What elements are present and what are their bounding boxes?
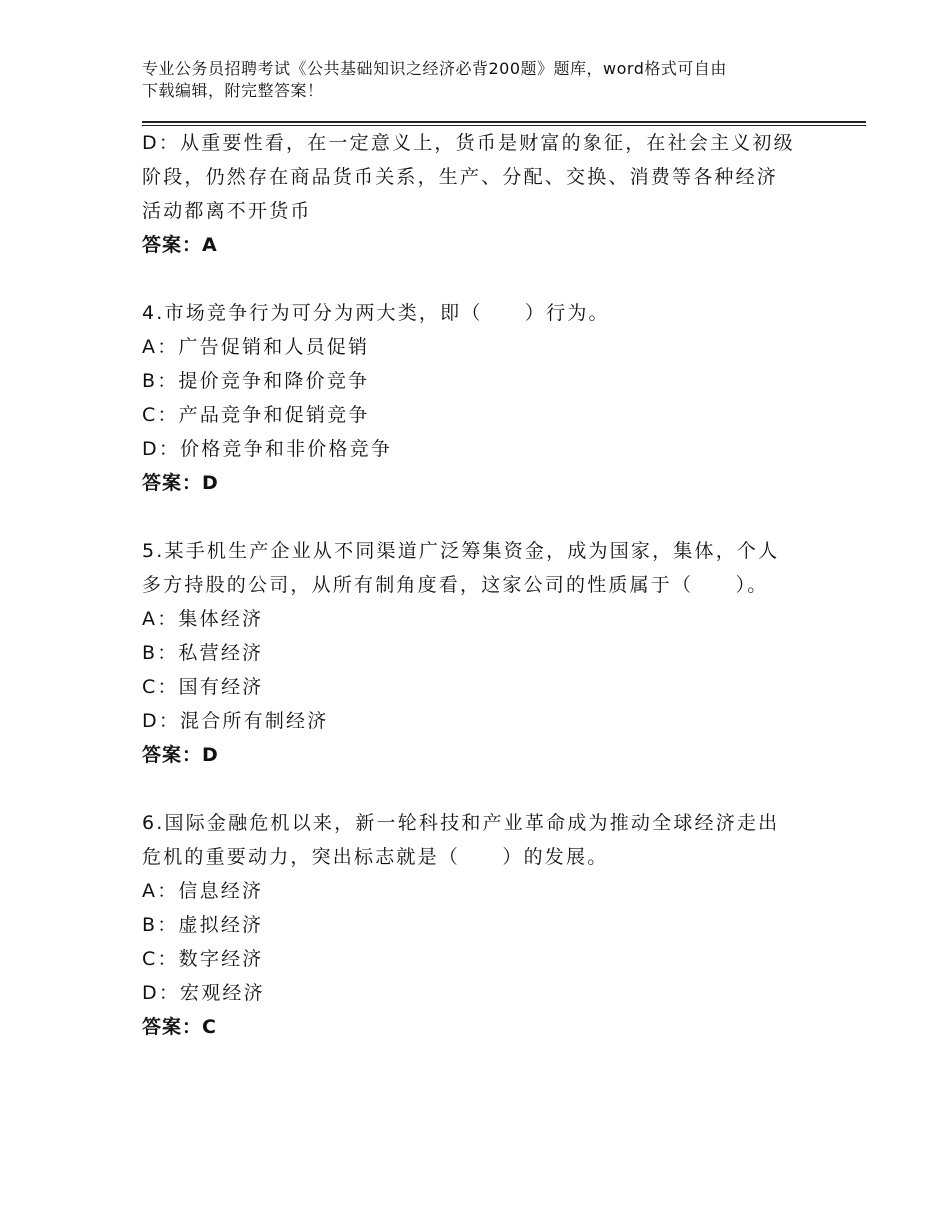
option-b: B：虚拟经济 xyxy=(142,914,264,936)
option-line: 阶段，仍然存在商品货币关系，生产、分配、交换、消费等各种经济 xyxy=(142,166,779,188)
option-a: A：集体经济 xyxy=(142,608,264,630)
answer-line: 答案：D xyxy=(142,472,219,494)
option-d: D：宏观经济 xyxy=(142,982,265,1004)
option-a: A：信息经济 xyxy=(142,880,264,902)
option-line: 活动都离不开货币 xyxy=(142,200,312,222)
question-stem: 5.某手机生产企业从不同渠道广泛筹集资金，成为国家，集体，个人 xyxy=(142,540,780,562)
block-spacer xyxy=(142,500,822,534)
question-stem: 危机的重要动力，突出标志就是（ ）的发展。 xyxy=(142,846,609,868)
option-b: B：私营经济 xyxy=(142,642,264,664)
question-stem: 多方持股的公司，从所有制角度看，这家公司的性质属于（ ）。 xyxy=(142,574,769,596)
block-spacer xyxy=(142,262,822,296)
question-block-6 xyxy=(142,806,822,1044)
option-c: C：数字经济 xyxy=(142,948,264,970)
question-block-4 xyxy=(142,296,822,500)
option-c: C：产品竞争和促销竞争 xyxy=(142,404,370,426)
option-d: D：混合所有制经济 xyxy=(142,710,329,732)
option-c: C：国有经济 xyxy=(142,676,264,698)
header-rule-thick xyxy=(142,121,866,123)
answer-line: 答案：A xyxy=(142,234,218,256)
question-content xyxy=(142,126,822,1044)
option-a: A：广告促销和人员促销 xyxy=(142,336,370,358)
page-header xyxy=(142,58,802,102)
answer-line: 答案：D xyxy=(142,744,219,766)
option-d: D：价格竞争和非价格竞争 xyxy=(142,438,393,460)
header-line-1: 专业公务员招聘考试《公共基础知识之经济必背200题》题库，word格式可自由 xyxy=(142,59,727,78)
block-spacer xyxy=(142,772,822,806)
option-line: D：从重要性看，在一定意义上，货币是财富的象征，在社会主义初级 xyxy=(142,132,795,154)
answer-line: 答案：C xyxy=(142,1016,217,1038)
option-b: B：提价竞争和降价竞争 xyxy=(142,370,370,392)
question-block-3-tail xyxy=(142,126,822,262)
question-stem: 6.国际金融危机以来，新一轮科技和产业革命成为推动全球经济走出 xyxy=(142,812,780,834)
question-stem: 4.市场竞争行为可分为两大类，即（ ）行为。 xyxy=(142,302,610,324)
question-block-5 xyxy=(142,534,822,772)
header-line-2: 下载编辑，附完整答案！ xyxy=(142,81,324,100)
